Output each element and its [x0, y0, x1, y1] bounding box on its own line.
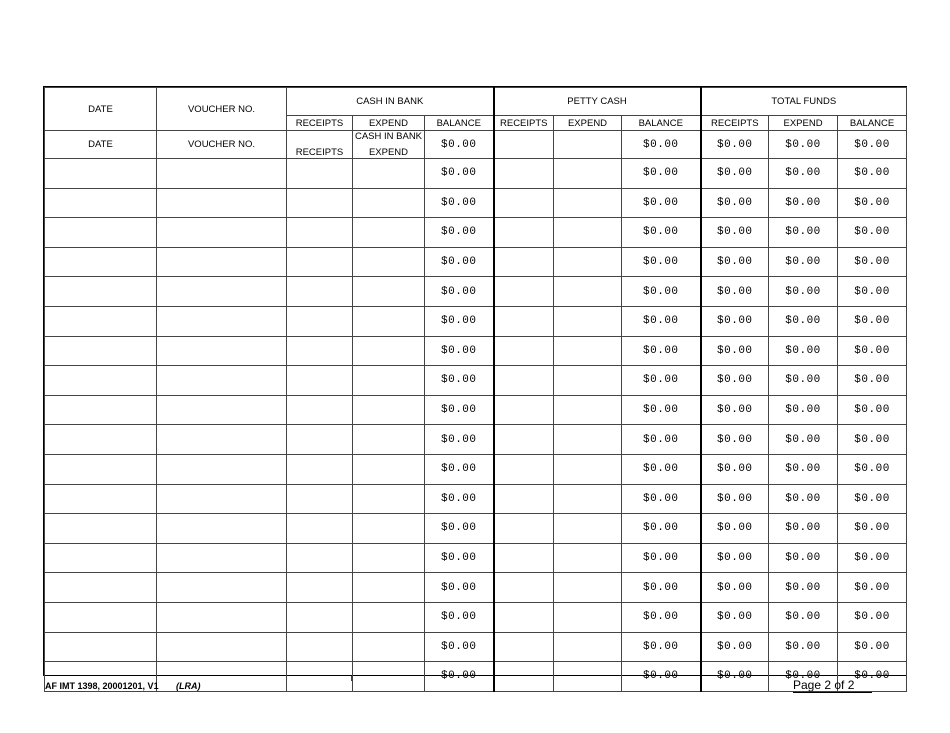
petty-receipts-cell[interactable]	[494, 247, 554, 277]
petty-receipts-header: RECEIPTS	[494, 116, 554, 131]
petty-receipts-cell[interactable]	[494, 277, 554, 307]
total-receipts-cell[interactable]: $0.00	[701, 514, 769, 544]
petty-expend-cell[interactable]	[554, 247, 622, 277]
bank-balance-cell[interactable]: $0.00	[425, 425, 494, 455]
table-row	[45, 425, 907, 455]
petty-cash-header: PETTY CASH	[494, 88, 701, 116]
page-number: Page 2 of 2	[793, 678, 872, 693]
total-balance-cell[interactable]: $0.00	[838, 277, 907, 307]
voucher-no-cell[interactable]	[157, 188, 287, 218]
bank-receipts-cell[interactable]	[287, 632, 353, 662]
total-expend-cell[interactable]: $0.00	[769, 159, 838, 189]
table-row	[45, 218, 907, 248]
total-receipts-cell[interactable]: $0.00	[701, 247, 769, 277]
bank-expend-cell[interactable]	[353, 395, 425, 425]
bank-expend-cell[interactable]	[353, 218, 425, 248]
total-balance-cell[interactable]: $0.00	[838, 336, 907, 366]
petty-balance-cell[interactable]: $0.00	[622, 425, 701, 455]
total-balance-cell[interactable]: $0.00	[838, 573, 907, 603]
table-row	[45, 573, 907, 603]
bank-balance-cell[interactable]: $0.00	[425, 336, 494, 366]
petty-balance-cell[interactable]: $0.00	[622, 366, 701, 396]
petty-expend-cell[interactable]	[554, 484, 622, 514]
date-cell[interactable]	[45, 277, 157, 307]
date-cell[interactable]	[45, 425, 157, 455]
date-cell[interactable]	[45, 306, 157, 336]
petty-balance-cell[interactable]: $0.00	[622, 188, 701, 218]
date-cell[interactable]	[45, 454, 157, 484]
petty-balance-cell[interactable]: $0.00	[622, 159, 701, 189]
petty-balance-cell[interactable]: $0.00	[622, 602, 701, 632]
date-cell[interactable]	[45, 514, 157, 544]
bank-balance-cell[interactable]: $0.00	[425, 159, 494, 189]
date-cell[interactable]	[45, 484, 157, 514]
bank-balance-cell[interactable]: $0.00	[425, 632, 494, 662]
total-expend-cell[interactable]: $0.00	[769, 662, 838, 692]
voucher-no-cell[interactable]	[157, 218, 287, 248]
table-row	[45, 159, 907, 189]
bank-expend-cell[interactable]	[353, 159, 425, 189]
table-row	[45, 336, 907, 366]
total-balance-cell[interactable]: $0.00	[838, 247, 907, 277]
total-receipts-cell[interactable]: $0.00	[701, 131, 769, 159]
bank-expend-cell[interactable]	[353, 425, 425, 455]
bank-balance-cell[interactable]: $0.00	[425, 514, 494, 544]
total-expend-cell[interactable]: $0.00	[769, 602, 838, 632]
total-expend-cell[interactable]: $0.00	[769, 306, 838, 336]
table-row	[45, 366, 907, 396]
table-row	[45, 514, 907, 544]
petty-receipts-cell[interactable]	[494, 336, 554, 366]
petty-balance-cell[interactable]: $0.00	[622, 662, 701, 692]
lra-label: (LRA)	[176, 681, 201, 691]
total-expend-cell[interactable]: $0.00	[769, 632, 838, 662]
total-receipts-cell[interactable]: $0.00	[701, 632, 769, 662]
petty-receipts-cell[interactable]	[494, 366, 554, 396]
bank-balance-cell[interactable]: $0.00	[425, 602, 494, 632]
bank-balance-cell[interactable]: $0.00	[425, 306, 494, 336]
voucher-no-cell[interactable]	[157, 632, 287, 662]
petty-receipts-cell[interactable]	[494, 159, 554, 189]
bank-receipts-cell[interactable]	[287, 395, 353, 425]
table-row	[45, 277, 907, 307]
bank-expend-cell[interactable]	[353, 454, 425, 484]
petty-balance-cell[interactable]: $0.00	[622, 573, 701, 603]
table-row	[45, 543, 907, 573]
bank-expend-cell[interactable]	[353, 277, 425, 307]
bank-receipts-cell[interactable]	[287, 247, 353, 277]
bank-receipts-header: RECEIPTS	[287, 116, 353, 131]
total-balance-cell[interactable]: $0.00	[838, 395, 907, 425]
bank-receipts-cell[interactable]	[287, 573, 353, 603]
petty-expend-cell[interactable]	[554, 277, 622, 307]
table-row	[45, 662, 907, 692]
bank-balance-cell[interactable]: $0.00	[425, 188, 494, 218]
bank-expend-cell[interactable]	[353, 188, 425, 218]
bank-expend-cell[interactable]	[353, 247, 425, 277]
total-receipts-cell[interactable]: $0.00	[701, 395, 769, 425]
form-id: AF IMT 1398, 20001201, V1	[45, 681, 159, 691]
bank-expend-cell[interactable]	[353, 662, 425, 692]
voucher-no-cell[interactable]	[157, 514, 287, 544]
total-expend-cell[interactable]: $0.00	[769, 425, 838, 455]
total-balance-cell[interactable]: $0.00	[838, 662, 907, 692]
petty-expend-header: EXPEND	[554, 116, 622, 131]
petty-balance-cell[interactable]: $0.00	[622, 218, 701, 248]
petty-balance-cell[interactable]: $0.00	[622, 131, 701, 159]
total-receipts-cell[interactable]: $0.00	[701, 425, 769, 455]
petty-expend-cell[interactable]	[554, 573, 622, 603]
voucher-no-cell[interactable]	[157, 543, 287, 573]
total-balance-cell[interactable]: $0.00	[838, 159, 907, 189]
voucher-no-cell[interactable]: VOUCHER NO.	[157, 131, 287, 159]
bank-receipts-cell[interactable]	[287, 336, 353, 366]
petty-expend-cell[interactable]	[554, 543, 622, 573]
total-receipts-cell[interactable]: $0.00	[701, 159, 769, 189]
bank-receipts-cell[interactable]	[287, 543, 353, 573]
voucher-no-cell[interactable]	[157, 336, 287, 366]
cash-in-bank-label: CASH IN BANK	[354, 131, 423, 142]
petty-receipts-cell[interactable]	[494, 306, 554, 336]
total-balance-cell[interactable]: $0.00	[838, 131, 907, 159]
date-cell[interactable]	[45, 602, 157, 632]
petty-balance-cell[interactable]: $0.00	[622, 484, 701, 514]
bank-balance-header: BALANCE	[425, 116, 494, 131]
voucher-no-cell[interactable]	[157, 573, 287, 603]
bank-expend-cell[interactable]	[353, 573, 425, 603]
date-cell[interactable]	[45, 573, 157, 603]
bank-receipts-cell[interactable]	[287, 218, 353, 248]
bank-receipts-cell[interactable]	[287, 306, 353, 336]
total-expend-cell[interactable]: $0.00	[769, 188, 838, 218]
petty-expend-cell[interactable]	[554, 632, 622, 662]
bank-expend-cell[interactable]	[353, 131, 425, 159]
date-cell[interactable]: DATE	[45, 131, 157, 159]
petty-receipts-cell[interactable]	[494, 662, 554, 692]
table-row	[45, 247, 907, 277]
bank-receipts-cell[interactable]	[287, 454, 353, 484]
bank-balance-cell[interactable]: $0.00	[425, 662, 494, 692]
petty-expend-cell[interactable]	[554, 131, 622, 159]
total-expend-cell[interactable]: $0.00	[769, 366, 838, 396]
date-cell[interactable]	[45, 543, 157, 573]
bank-receipts-cell[interactable]	[287, 188, 353, 218]
total-funds-header: TOTAL FUNDS	[701, 88, 907, 116]
date-header: DATE	[45, 88, 157, 131]
bank-balance-cell[interactable]: $0.00	[425, 218, 494, 248]
bank-balance-cell[interactable]: $0.00	[425, 131, 494, 159]
bank-expend-cell[interactable]	[353, 514, 425, 544]
bank-receipts-cell[interactable]	[287, 662, 353, 692]
total-expend-cell[interactable]: $0.00	[769, 484, 838, 514]
total-expend-cell[interactable]: $0.00	[769, 543, 838, 573]
total-receipts-cell[interactable]: $0.00	[701, 218, 769, 248]
bank-expend-cell[interactable]	[353, 602, 425, 632]
receipts-label: RECEIPTS	[295, 147, 344, 158]
bank-balance-cell[interactable]: $0.00	[425, 277, 494, 307]
date-cell[interactable]	[45, 247, 157, 277]
voucher-no-header: VOUCHER NO.	[157, 88, 287, 131]
date-cell[interactable]	[45, 159, 157, 189]
petty-balance-cell[interactable]: $0.00	[622, 306, 701, 336]
bank-receipts-cell[interactable]	[287, 366, 353, 396]
total-balance-cell[interactable]: $0.00	[838, 602, 907, 632]
petty-expend-cell[interactable]	[554, 366, 622, 396]
total-receipts-cell[interactable]: $0.00	[701, 662, 769, 692]
voucher-no-cell[interactable]	[157, 247, 287, 277]
total-balance-cell[interactable]: $0.00	[838, 306, 907, 336]
date-cell[interactable]	[45, 366, 157, 396]
petty-receipts-cell[interactable]	[494, 632, 554, 662]
bank-expend-cell[interactable]	[353, 306, 425, 336]
petty-balance-cell[interactable]: $0.00	[622, 514, 701, 544]
bank-receipts-cell[interactable]	[287, 159, 353, 189]
petty-expend-cell[interactable]	[554, 454, 622, 484]
total-expend-cell[interactable]: $0.00	[769, 573, 838, 603]
voucher-no-cell[interactable]	[157, 366, 287, 396]
petty-receipts-cell[interactable]	[494, 573, 554, 603]
date-cell[interactable]	[45, 188, 157, 218]
total-balance-cell[interactable]: $0.00	[838, 454, 907, 484]
petty-expend-cell[interactable]	[554, 188, 622, 218]
petty-receipts-cell[interactable]	[494, 395, 554, 425]
voucher-no-cell[interactable]	[157, 395, 287, 425]
total-expend-cell[interactable]: $0.00	[769, 336, 838, 366]
petty-receipts-cell[interactable]	[494, 543, 554, 573]
total-receipts-cell[interactable]: $0.00	[701, 188, 769, 218]
total-balance-cell[interactable]: $0.00	[838, 484, 907, 514]
voucher-no-cell[interactable]	[157, 484, 287, 514]
bank-balance-cell[interactable]: $0.00	[425, 366, 494, 396]
petty-receipts-cell[interactable]	[494, 602, 554, 632]
table-row	[45, 632, 907, 662]
petty-expend-cell[interactable]	[554, 159, 622, 189]
expend-label: EXPEND	[368, 147, 409, 158]
petty-receipts-cell[interactable]	[494, 454, 554, 484]
bank-expend-cell[interactable]	[353, 336, 425, 366]
total-balance-cell[interactable]: $0.00	[838, 543, 907, 573]
petty-balance-cell[interactable]: $0.00	[622, 247, 701, 277]
petty-expend-cell[interactable]	[554, 218, 622, 248]
voucher-no-cell[interactable]	[157, 454, 287, 484]
voucher-no-cell[interactable]	[157, 159, 287, 189]
voucher-no-cell[interactable]	[157, 306, 287, 336]
bank-expend-cell[interactable]	[353, 632, 425, 662]
total-balance-cell[interactable]: $0.00	[838, 425, 907, 455]
total-balance-cell[interactable]: $0.00	[838, 218, 907, 248]
table-row	[45, 602, 907, 632]
total-balance-cell[interactable]: $0.00	[838, 188, 907, 218]
ledger-table	[44, 87, 907, 692]
total-receipts-cell[interactable]: $0.00	[701, 366, 769, 396]
petty-receipts-cell[interactable]	[494, 131, 554, 159]
total-balance-header: BALANCE	[838, 116, 907, 131]
petty-balance-header: BALANCE	[622, 116, 701, 131]
date-cell[interactable]	[45, 336, 157, 366]
petty-expend-cell[interactable]	[554, 602, 622, 632]
table-row	[45, 188, 907, 218]
total-expend-cell[interactable]: $0.00	[769, 218, 838, 248]
petty-balance-cell[interactable]: $0.00	[622, 277, 701, 307]
bank-receipts-cell[interactable]	[287, 602, 353, 632]
total-receipts-cell[interactable]: $0.00	[701, 277, 769, 307]
total-balance-cell[interactable]: $0.00	[838, 514, 907, 544]
bank-balance-cell[interactable]: $0.00	[425, 247, 494, 277]
bank-receipts-cell[interactable]	[287, 484, 353, 514]
total-receipts-cell[interactable]: $0.00	[701, 306, 769, 336]
bank-balance-cell[interactable]: $0.00	[425, 573, 494, 603]
petty-expend-cell[interactable]	[554, 306, 622, 336]
ledger-form	[43, 86, 907, 683]
total-receipts-cell[interactable]: $0.00	[701, 543, 769, 573]
total-expend-cell[interactable]: $0.00	[769, 247, 838, 277]
petty-receipts-cell[interactable]	[494, 218, 554, 248]
total-balance-cell[interactable]: $0.00	[838, 366, 907, 396]
petty-receipts-cell[interactable]	[494, 514, 554, 544]
table-row	[45, 131, 907, 159]
total-expend-cell[interactable]: $0.00	[769, 131, 838, 159]
bank-balance-cell[interactable]: $0.00	[425, 543, 494, 573]
table-row	[45, 484, 907, 514]
bank-expend-cell[interactable]	[353, 366, 425, 396]
date-cell[interactable]	[45, 218, 157, 248]
cash-in-bank-header: CASH IN BANK	[287, 88, 494, 116]
bank-balance-cell[interactable]: $0.00	[425, 395, 494, 425]
petty-balance-cell[interactable]: $0.00	[622, 454, 701, 484]
total-expend-header: EXPEND	[769, 116, 838, 131]
petty-expend-cell[interactable]	[554, 662, 622, 692]
table-row	[45, 306, 907, 336]
total-balance-cell[interactable]: $0.00	[838, 632, 907, 662]
table-row	[45, 395, 907, 425]
total-expend-cell[interactable]: $0.00	[769, 277, 838, 307]
petty-receipts-cell[interactable]	[494, 484, 554, 514]
total-receipts-cell[interactable]: $0.00	[701, 336, 769, 366]
bank-expend-cell[interactable]	[353, 484, 425, 514]
bank-balance-cell[interactable]: $0.00	[425, 484, 494, 514]
total-receipts-cell[interactable]: $0.00	[701, 454, 769, 484]
petty-expend-cell[interactable]	[554, 425, 622, 455]
voucher-no-cell[interactable]	[157, 277, 287, 307]
bank-expend-cell[interactable]	[353, 543, 425, 573]
bank-balance-cell[interactable]: $0.00	[425, 454, 494, 484]
voucher-no-cell[interactable]	[157, 602, 287, 632]
date-cell[interactable]	[45, 395, 157, 425]
petty-expend-cell[interactable]	[554, 395, 622, 425]
date-cell[interactable]	[45, 632, 157, 662]
bank-receipts-cell[interactable]	[287, 131, 353, 159]
total-receipts-cell[interactable]: $0.00	[701, 573, 769, 603]
petty-receipts-cell[interactable]	[494, 425, 554, 455]
bank-receipts-cell[interactable]	[287, 277, 353, 307]
petty-balance-cell[interactable]: $0.00	[622, 543, 701, 573]
petty-expend-cell[interactable]	[554, 514, 622, 544]
voucher-no-cell[interactable]	[157, 425, 287, 455]
column-tick	[351, 676, 352, 681]
bank-receipts-cell[interactable]	[287, 514, 353, 544]
total-expend-cell[interactable]: $0.00	[769, 514, 838, 544]
total-receipts-header: RECEIPTS	[701, 116, 769, 131]
total-receipts-cell[interactable]: $0.00	[701, 484, 769, 514]
total-expend-cell[interactable]: $0.00	[769, 454, 838, 484]
total-expend-cell[interactable]: $0.00	[769, 395, 838, 425]
petty-balance-cell[interactable]: $0.00	[622, 336, 701, 366]
petty-balance-cell[interactable]: $0.00	[622, 395, 701, 425]
petty-receipts-cell[interactable]	[494, 188, 554, 218]
petty-expend-cell[interactable]	[554, 336, 622, 366]
total-receipts-cell[interactable]: $0.00	[701, 602, 769, 632]
bank-expend-header: EXPEND	[353, 116, 425, 131]
bank-receipts-cell[interactable]	[287, 425, 353, 455]
table-row	[45, 454, 907, 484]
petty-balance-cell[interactable]: $0.00	[622, 632, 701, 662]
